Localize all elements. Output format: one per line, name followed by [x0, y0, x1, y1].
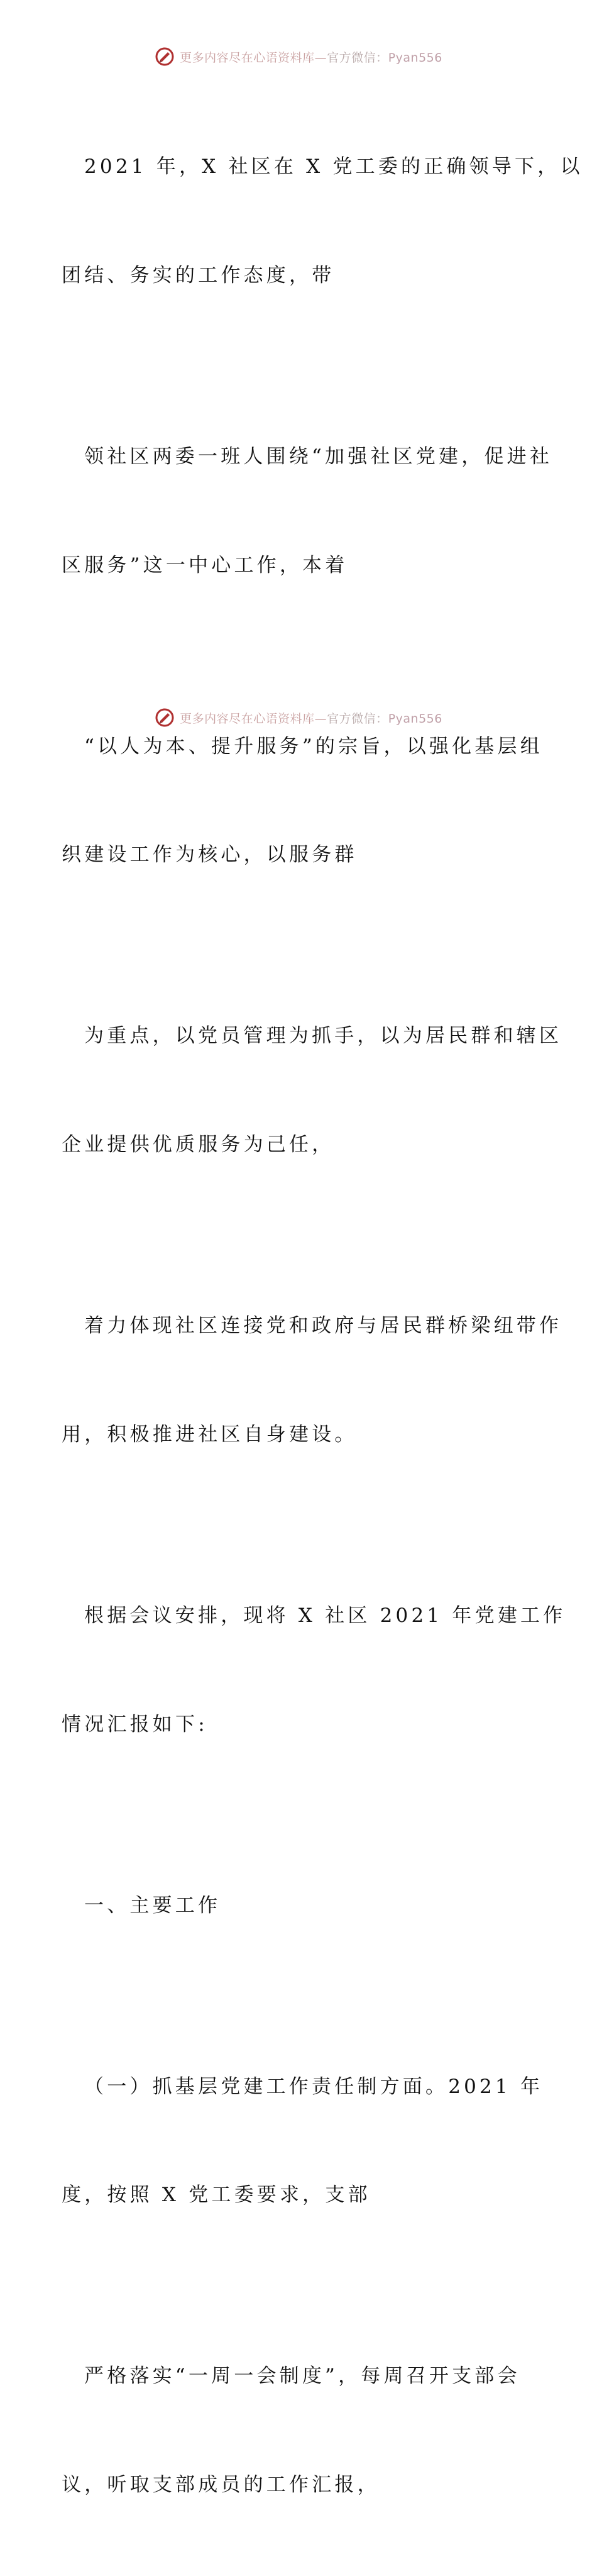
paragraph-line: 用，积极推进社区自身建设。 [62, 1423, 358, 1446]
watermark-logo-icon [155, 47, 175, 67]
paragraph-3 [62, 657, 545, 947]
paragraph-line: 领社区两委一班人围绕“加强社区党建，促进社 [84, 445, 553, 468]
paragraph-4 [62, 946, 562, 1236]
paragraph-line: （一）抓基层党建工作责任制方面。2021 年 [84, 2075, 544, 2098]
paragraph-line: “以人为本、提升服务”的宗旨，以强化基层组 [84, 735, 543, 758]
paragraph-line: 2021 年，X 社区在 X 党工委的正确领导下，以 [84, 155, 583, 179]
paragraph-2 [62, 367, 553, 657]
watermark-dash: — [314, 50, 327, 65]
watermark-dash: — [314, 711, 327, 726]
watermark-sub: 官方微信： [327, 50, 388, 65]
watermark-main: 更多内容尽在心语资料库 [180, 711, 315, 726]
watermark-text [180, 48, 442, 65]
footer-watermark [0, 705, 597, 730]
paragraph-line: 为重点，以党员管理为抓手，以为居民群和辖区 [84, 1024, 562, 1048]
paragraph-line: 情况汇报如下: [62, 1713, 208, 1736]
watermark-id: Pyan556 [388, 50, 442, 65]
paragraph-line: 织建设工作为核心，以服务群 [62, 843, 358, 867]
section-heading [62, 1816, 545, 1997]
header-watermark [0, 44, 597, 69]
watermark-logo-icon [155, 708, 175, 728]
paragraph-line: 议，听取支部成员的工作汇报， [62, 2473, 380, 2497]
paragraph-line: 着力体现社区连接党和政府与居民群桥梁纽带作 [84, 1314, 562, 1338]
watermark-main: 更多内容尽在心语资料库 [180, 50, 315, 65]
paragraph-1 [62, 77, 583, 367]
paragraph-6 [62, 1526, 566, 1816]
paragraph-7 [62, 1996, 545, 2286]
paragraph-line: 严格落实“一周一会制度”，每周召开支部会 [84, 2365, 520, 2388]
watermark-sub: 官方微信： [327, 711, 388, 726]
section-heading-text: 一、主要工作 [84, 1894, 221, 1917]
paragraph-line: 区服务”这一中心工作，本着 [62, 553, 348, 577]
paragraph-8 [62, 2286, 545, 2576]
paragraph-line: 根据会议安排，现将 X 社区 2021 年党建工作 [84, 1604, 566, 1627]
paragraph-line: 企业提供优质服务为己任， [62, 1133, 335, 1157]
watermark-id: Pyan556 [388, 711, 442, 726]
paragraph-line: 度，按照 X 党工委要求，支部 [62, 2184, 371, 2207]
paragraph-5 [62, 1236, 562, 1526]
watermark-text [180, 709, 442, 726]
paragraph-line: 团结、务实的工作态度，带 [62, 264, 335, 287]
document-body [62, 77, 583, 2576]
